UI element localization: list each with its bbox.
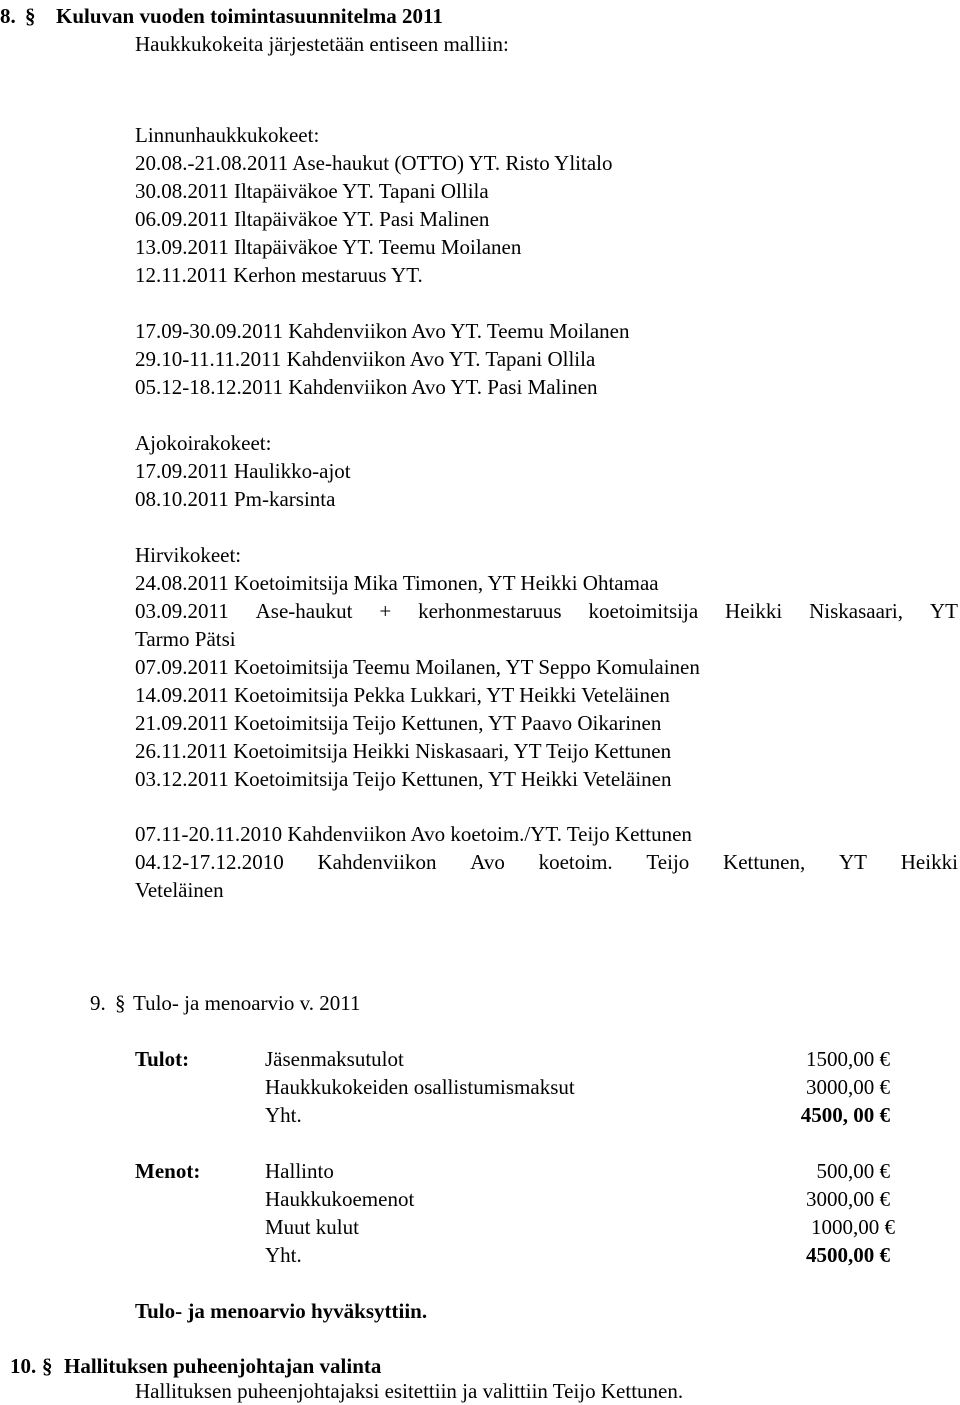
section-10-number: 10. bbox=[10, 1354, 37, 1378]
list-item: 03.12.2011 Koetoimitsija Teijo Kettunen, YT Heikki Veteläinen bbox=[135, 767, 672, 791]
list-item: 29.10-11.11.2011 Kahdenviikon Avo YT. Tapani Ollila bbox=[135, 347, 596, 371]
list-item-continuation: Veteläinen bbox=[135, 878, 224, 902]
budget-total-label: Yht. bbox=[265, 1243, 302, 1267]
list-item: 07.09.2011 Koetoimitsija Teemu Moilanen, YT Seppo Komulainen bbox=[135, 655, 700, 679]
word: kerhonmestaruus bbox=[418, 599, 562, 623]
list-item: 06.09.2011 Iltapäiväkoe YT. Pasi Malinen bbox=[135, 207, 490, 231]
word: YT bbox=[839, 850, 868, 874]
budget-total-label: Yht. bbox=[265, 1103, 302, 1127]
list-item-justified bbox=[135, 597, 958, 625]
section-8-title: Kuluvan vuoden toimintasuunnitelma 2011 bbox=[56, 4, 443, 28]
section-8-number: 8. bbox=[0, 4, 16, 28]
section-10-text: Hallituksen puheenjohtajaksi esitettiin ja valittiin Teijo Kettunen. bbox=[135, 1379, 684, 1403]
linnun-heading: Linnunhaukkukokeet: bbox=[135, 123, 320, 147]
word: Kahdenviikon bbox=[317, 850, 437, 874]
list-item-continuation: Tarmo Pätsi bbox=[135, 627, 236, 651]
budget-item: Haukkukokeiden osallistumismaksut bbox=[265, 1075, 575, 1099]
hirvi-heading: Hirvikokeet: bbox=[135, 543, 242, 567]
budget-item: Muut kulut bbox=[265, 1215, 359, 1239]
section-9-title: Tulo- ja menoarvio v. 2011 bbox=[133, 991, 361, 1015]
word: Avo bbox=[470, 850, 505, 874]
list-item: 24.08.2011 Koetoimitsija Mika Timonen, YT Heikki Ohtamaa bbox=[135, 571, 659, 595]
section-9-number: 9. bbox=[90, 991, 106, 1015]
word: Heikki bbox=[725, 599, 783, 623]
budget-amount: 500,00 € bbox=[816, 1159, 890, 1183]
list-item: 13.09.2011 Iltapäiväkoe YT. Teemu Moilanen bbox=[135, 235, 522, 259]
word: 03.09.2011 bbox=[135, 599, 229, 623]
list-item: 20.08.-21.08.2011 Ase-haukut (OTTO) YT. Risto Ylitalo bbox=[135, 151, 613, 175]
section-sign-icon: § bbox=[42, 1354, 53, 1378]
list-item: 17.09-30.09.2011 Kahdenviikon Avo YT. Teemu Moilanen bbox=[135, 319, 630, 343]
section-sign-icon: § bbox=[25, 4, 36, 28]
word: Teijo bbox=[646, 850, 690, 874]
budget-item: Hallinto bbox=[265, 1159, 334, 1183]
budget-amount: 3000,00 € bbox=[806, 1075, 890, 1099]
word: YT bbox=[929, 599, 958, 623]
budget-item: Jäsenmaksutulot bbox=[265, 1047, 404, 1071]
budget-amount: 1500,00 € bbox=[806, 1047, 890, 1071]
section-8-intro: Haukkukokeita järjestetään entiseen malliin: bbox=[135, 32, 509, 56]
ajo-heading: Ajokoirakokeet: bbox=[135, 431, 272, 455]
list-item: 21.09.2011 Koetoimitsija Teijo Kettunen, YT Paavo Oikarinen bbox=[135, 711, 662, 735]
word: Niskasaari, bbox=[809, 599, 903, 623]
word: Kettunen, bbox=[723, 850, 806, 874]
budget-item: Haukkukoemenot bbox=[265, 1187, 415, 1211]
budget-approved: Tulo- ja menoarvio hyväksyttiin. bbox=[135, 1299, 428, 1323]
budget-total-amount: 4500, 00 € bbox=[800, 1103, 890, 1127]
word: + bbox=[379, 599, 392, 623]
word: 04.12-17.12.2010 bbox=[135, 850, 284, 874]
word: Ase-haukut bbox=[255, 599, 353, 623]
section-sign-icon: § bbox=[115, 991, 126, 1015]
word: koetoim. bbox=[538, 850, 613, 874]
list-item-justified bbox=[135, 848, 958, 876]
budget-amount: 1000,00 € bbox=[811, 1215, 895, 1239]
list-item: 05.12-18.12.2011 Kahdenviikon Avo YT. Pasi Malinen bbox=[135, 375, 598, 399]
menot-label: Menot: bbox=[135, 1159, 201, 1183]
list-item: 12.11.2011 Kerhon mestaruus YT. bbox=[135, 263, 423, 287]
word: koetoimitsija bbox=[588, 599, 699, 623]
budget-total-amount: 4500,00 € bbox=[806, 1243, 890, 1267]
word: Heikki bbox=[900, 850, 958, 874]
budget-amount: 3000,00 € bbox=[806, 1187, 890, 1211]
list-item: 07.11-20.11.2010 Kahdenviikon Avo koetoim./YT. Teijo Kettunen bbox=[135, 822, 692, 846]
list-item: 17.09.2011 Haulikko-ajot bbox=[135, 459, 351, 483]
list-item: 08.10.2011 Pm-karsinta bbox=[135, 487, 336, 511]
tulot-label: Tulot: bbox=[135, 1047, 190, 1071]
list-item: 14.09.2011 Koetoimitsija Pekka Lukkari, YT Heikki Veteläinen bbox=[135, 683, 670, 707]
list-item: 30.08.2011 Iltapäiväkoe YT. Tapani Ollila bbox=[135, 179, 489, 203]
section-10-title: Hallituksen puheenjohtajan valinta bbox=[64, 1354, 382, 1378]
list-item: 26.11.2011 Koetoimitsija Heikki Niskasaari, YT Teijo Kettunen bbox=[135, 739, 672, 763]
